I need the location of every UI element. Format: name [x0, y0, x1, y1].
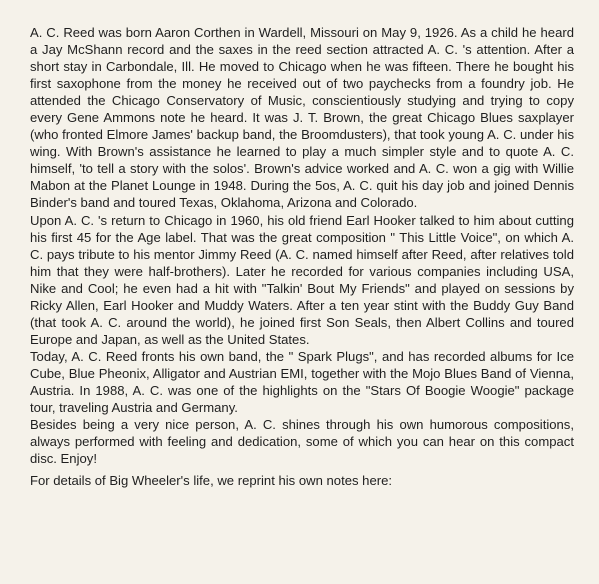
paragraph-personality: Besides being a very nice person, A. C. shines through his own humorous compositions, always performed with feeling and dedication, some of which you can hear on this compact disc. Enjoy!	[30, 417, 574, 467]
liner-notes-text	[30, 24, 574, 489]
paragraph-chicago-return: Upon A. C. 's return to Chicago in 1960, his old friend Earl Hooker talked to him about cutting his first 45 for the Age label. That was the great composition " This Little Voice", on which A. C. pays tribute to his mentor Jimmy Reed (A. C. named himself after Reed, after relatives told him that they were half-brothers). Later he recorded for various companies including USA, Nike and Cool; he even had a hit with "Talkin' Bout My Friends" and played on sessions by Ricky Allen, Earl Hooker and Muddy Waters. After a ten year stint with the Buddy Guy Band (that took A. C. around the world), he joined first Son Seals, then Albert Collins and toured Europe and Japan, as well as the United States.	[30, 212, 574, 347]
paragraph-today: Today, A. C. Reed fronts his own band, the " Spark Plugs", and has recorded albums for Ice Cube, Blue Pheonix, Alligator and Austrian EMI, together with the Mojo Blues Band of Vienna, Austria. In 1988, A. C. was one of the highlights on the "Stars Of Boogie Woogie" package tour, traveling Austria and Germany.	[30, 348, 574, 416]
paragraph-big-wheeler-intro: For details of Big Wheeler's life, we reprint his own notes here:	[30, 473, 393, 489]
paragraph-biography-early-life: A. C. Reed was born Aaron Corthen in Wardell, Missouri on May 9, 1926. As a child he heard a Jay McShann record and the saxes in the reed section attracted A. C. 's attention. After a short stay in Carbondale, Ill. He moved to Chicago when he was fifteen. There he bought his first saxophone from the money he received out of two paychecks from a foundry job. He attended the Chicago Conservatory of Music, conscientiously studying and trying to copy every Gene Ammons note he heard. It was J. T. Brown, the great Chicago Blues saxplayer (who fronted Elmore James' backup band, the Broomdusters), that took young A. C. under his wing. With Brown's assistance he learned to play a much simpler style and to quote A. C. himself, 'to tell a story with the solos'. Brown's advice worked and A. C. won a gig with Willie Mabon at the Planet Lounge in 1948. During the 5os, A. C. quit his day job and joined Dennis Binder's band and toured Texas, Oklahoma, Arizona and Colorado.	[30, 25, 574, 211]
